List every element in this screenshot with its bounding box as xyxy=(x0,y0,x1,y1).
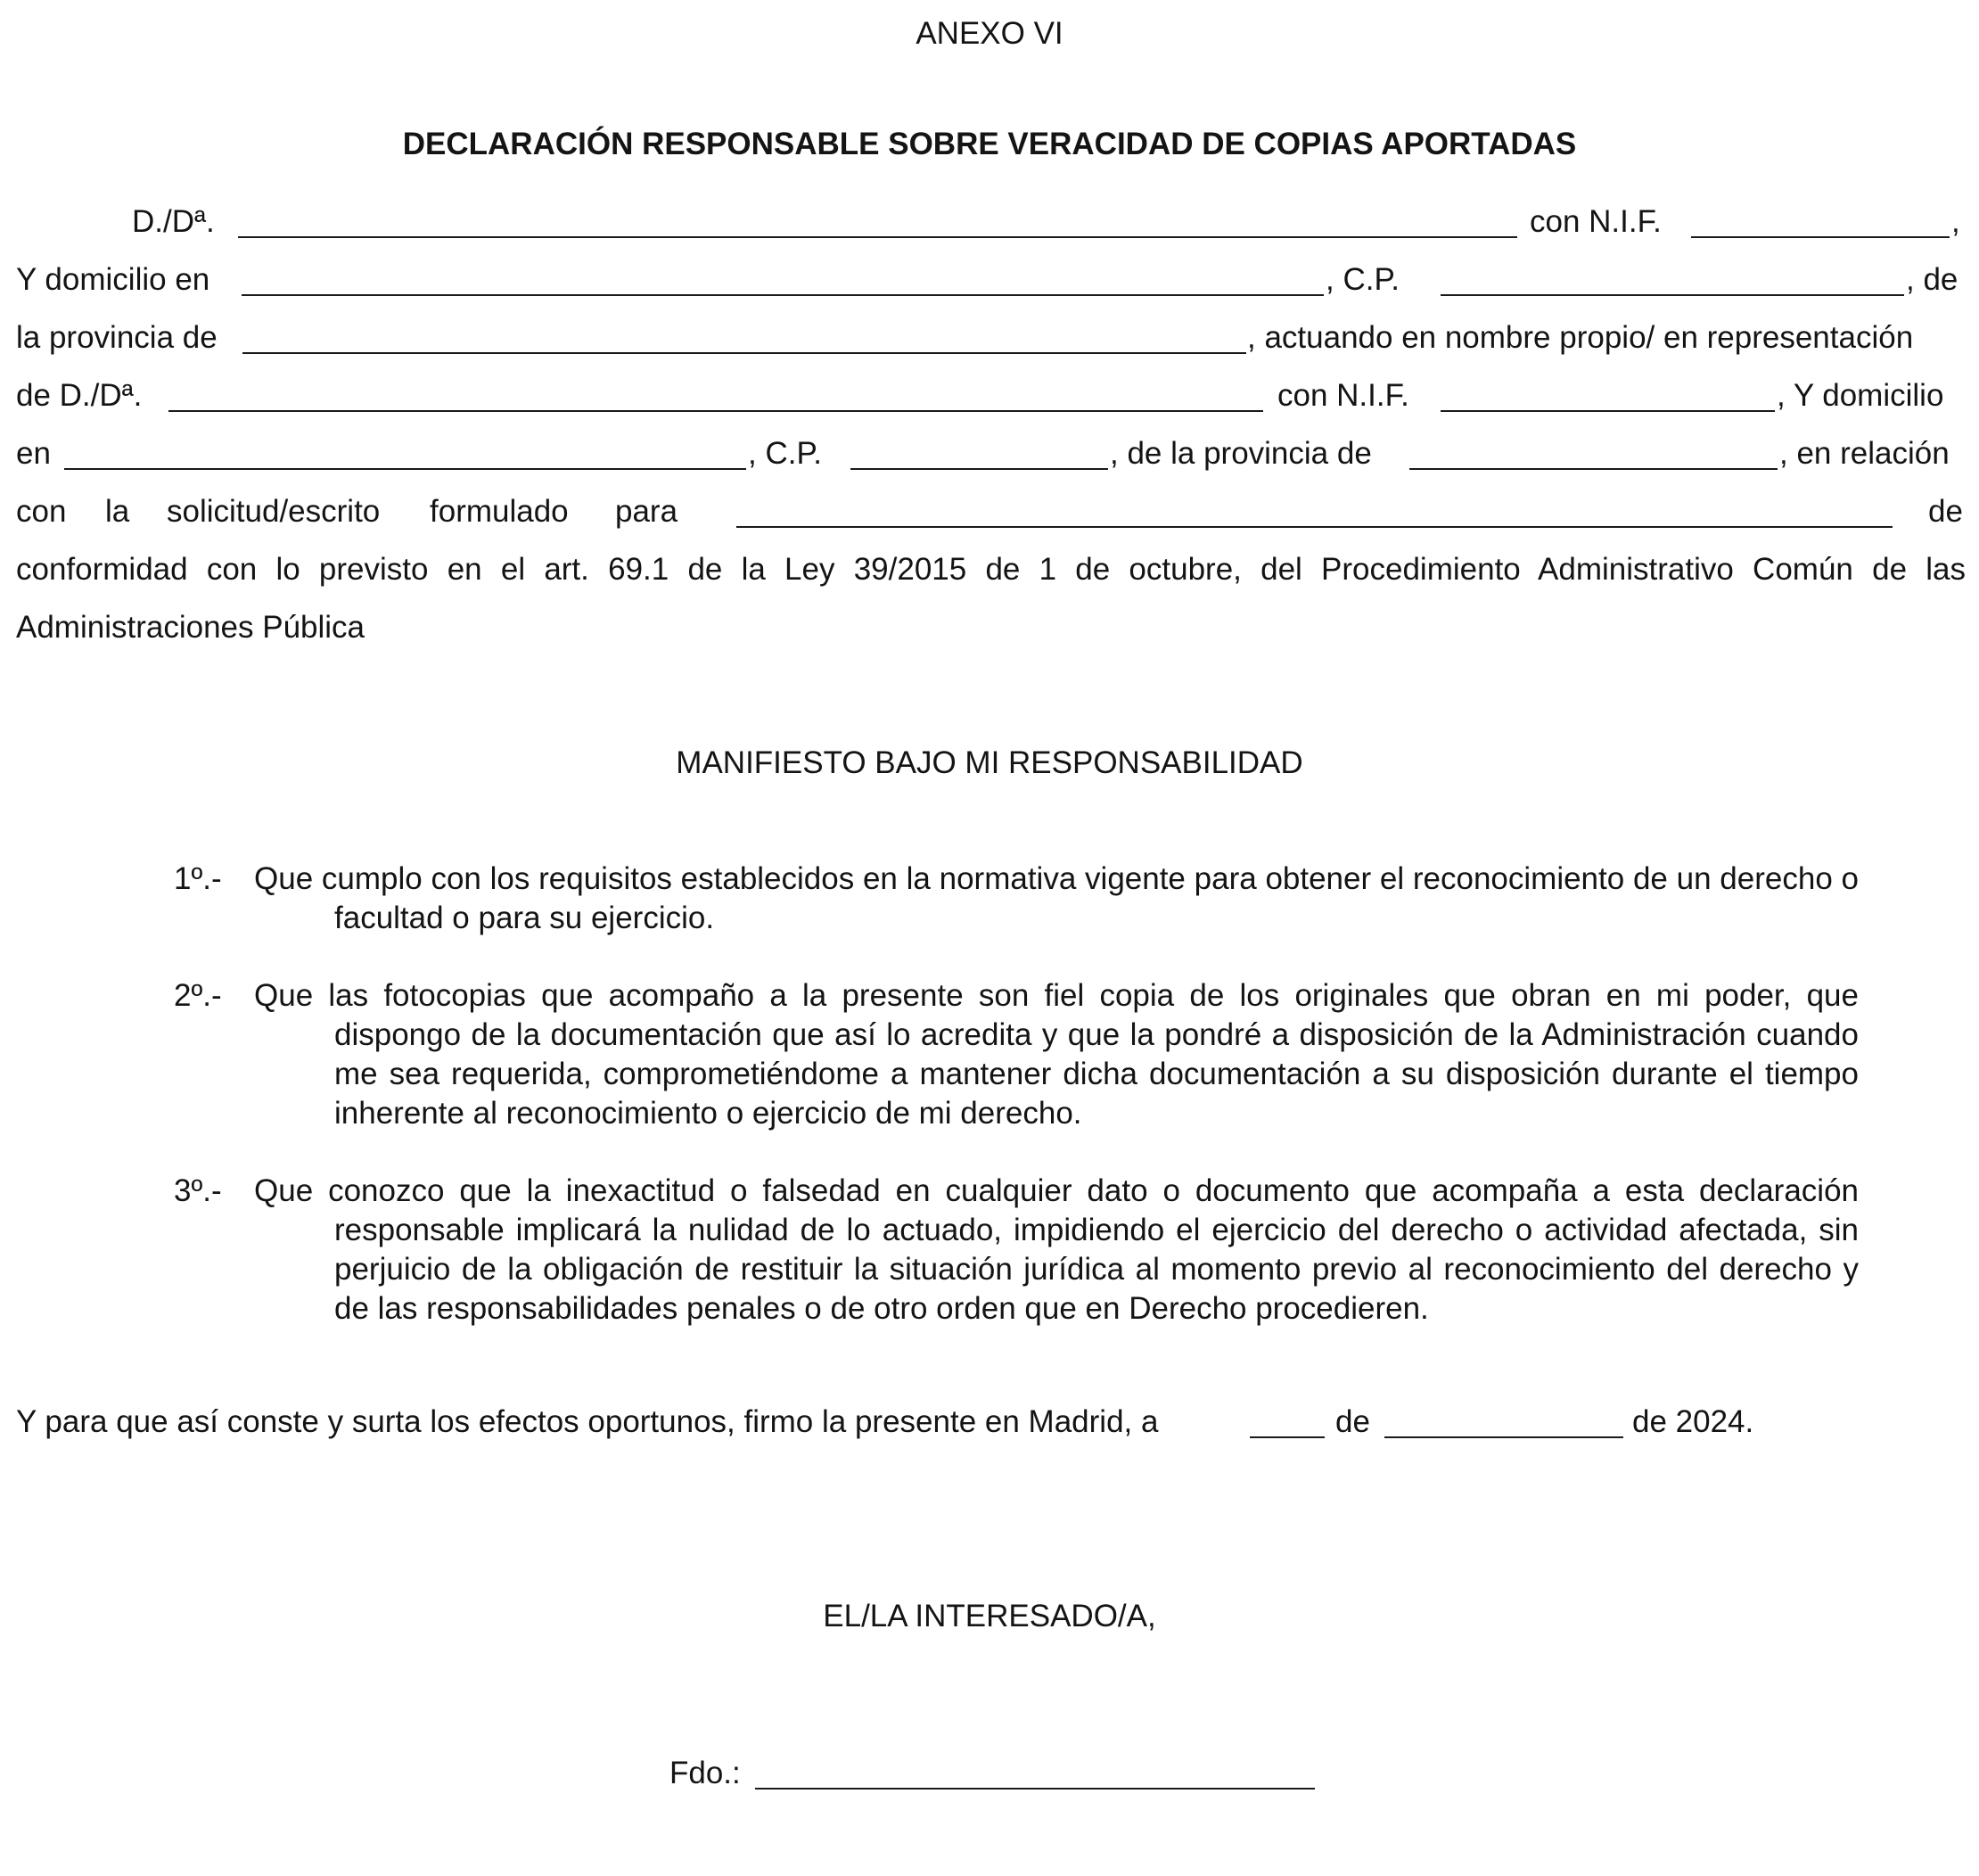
word-con: con xyxy=(16,494,67,529)
address-label: Y domicilio en xyxy=(16,262,210,297)
province-label: la provincia de xyxy=(16,320,218,355)
comma: , xyxy=(1951,204,1960,239)
in-label: en xyxy=(16,436,51,471)
of-label: , de xyxy=(1906,262,1958,297)
request-purpose-field[interactable] xyxy=(736,526,1893,528)
represented-prefix: de D./Dª. xyxy=(16,378,143,413)
declarant-nif-field[interactable] xyxy=(1691,236,1950,238)
legal-reference-text: conformidad con lo previsto en el art. 69.1 de la Ley 39/2015 de 1 de octubre, del Procedimiento Administrativo Común de las xyxy=(16,552,1966,587)
represented-province-label: , de la provincia de xyxy=(1110,436,1372,471)
day-field[interactable] xyxy=(1250,1436,1325,1438)
declarant-province-field[interactable] xyxy=(242,352,1246,354)
item-text: Que conozco que la inexactitud o falsedad en cualquier dato o documento que acompaña a esta declaración responsable implicará la nulidad de lo actuado, impidiendo el ejercicio del derecho o actividad afectada, sin perjuicio de la obligación de restituir la situación jurídica al momento previo al reconocimiento del derecho y de las responsabilidades penales o de otro orden que en Derecho procedieren. xyxy=(254,1173,1859,1326)
declarant-address-field[interactable] xyxy=(242,294,1324,296)
represented-nif-field[interactable] xyxy=(1441,410,1775,412)
item-number: 2º.- xyxy=(174,978,222,1013)
item-number: 1º.- xyxy=(174,861,222,896)
item-text: Que las fotocopias que acompaño a la presente son fiel copia de los originales que obran en mi poder, que dispongo de la documentación que así lo acredita y que la pondré a disposición de la Administración cuando me sea requerida, comprometiéndome a mantener dicha documentación a su disposición durante el tiempo inherente al reconocimiento o ejercicio de mi derecho. xyxy=(254,978,1859,1131)
nif-label: con N.I.F. xyxy=(1530,204,1662,239)
acting-label: , actuando en nombre propio/ en representación xyxy=(1247,320,1914,355)
declarant-cp-field[interactable] xyxy=(1441,294,1904,296)
legal-reference-text-end: Administraciones Pública xyxy=(16,610,365,645)
cp-label: , C.P. xyxy=(1326,262,1400,297)
closing-de: de xyxy=(1335,1404,1370,1439)
closing-year: de 2024. xyxy=(1632,1404,1754,1439)
represented-province-field[interactable] xyxy=(1409,468,1778,470)
month-field[interactable] xyxy=(1384,1436,1623,1438)
item-text: Que cumplo con los requisitos establecidos en la normativa vigente para obtener el reconocimiento de un derecho o facultad o para su ejercicio. xyxy=(254,861,1859,935)
signature-label: EL/LA INTERESADO/A, xyxy=(823,1599,1156,1633)
represented-name-field[interactable] xyxy=(168,410,1263,412)
annex-label: ANEXO VI xyxy=(916,16,1063,51)
word-para: para xyxy=(615,494,678,529)
item-number: 3º.- xyxy=(174,1173,222,1208)
closing-text: Y para que así conste y surta los efectos oportunos, firmo la presente en Madrid, a xyxy=(16,1404,1159,1439)
represented-cp-label: , C.P. xyxy=(748,436,823,471)
word-formulado: formulado xyxy=(430,494,569,529)
declarant-name-field[interactable] xyxy=(238,236,1517,238)
represented-cp-field[interactable] xyxy=(850,468,1108,470)
in-relation-label: , en relación xyxy=(1779,436,1950,471)
word-la: la xyxy=(105,494,130,529)
manifest-heading: MANIFIESTO BAJO MI RESPONSABILIDAD xyxy=(676,745,1303,780)
signature-field[interactable] xyxy=(755,1788,1315,1790)
document-title: DECLARACIÓN RESPONSABLE SOBRE VERACIDAD DE COPIAS APORTADAS xyxy=(402,127,1577,161)
word-de: de xyxy=(1928,494,1963,529)
declarant-prefix: D./Dª. xyxy=(132,204,215,239)
word-solicitud: solicitud/escrito xyxy=(167,494,381,529)
represented-address-label: , Y domicilio xyxy=(1777,378,1944,413)
represented-address-field[interactable] xyxy=(64,468,746,470)
represented-nif-label: con N.I.F. xyxy=(1277,378,1409,413)
signed-by-label: Fdo.: xyxy=(669,1756,741,1790)
